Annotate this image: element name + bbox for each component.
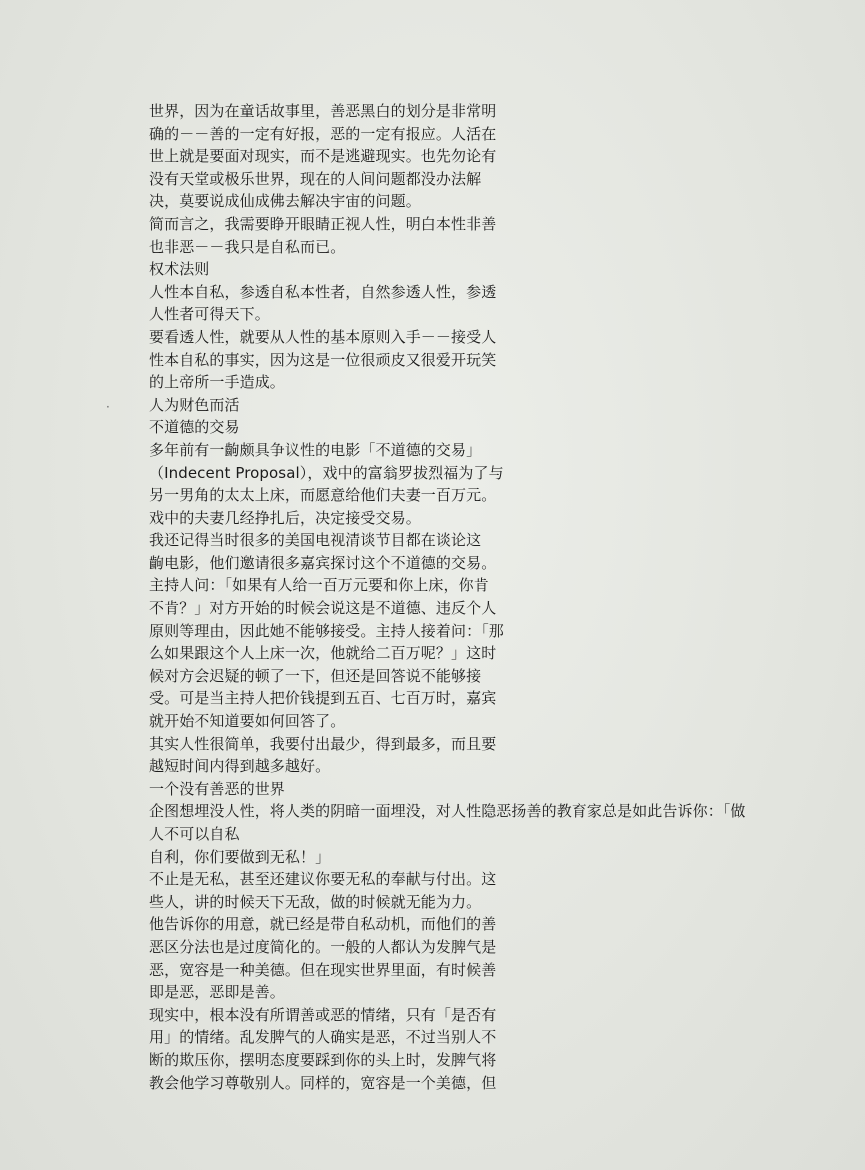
text-line: 主持人问：「如果有人给一百万元要和你上床，你肯: [149, 576, 489, 595]
text-line: 自利，你们要做到无私！」: [149, 847, 331, 866]
margin-mark: ·: [106, 400, 110, 414]
text-line: 不肯？」对方开始的时候会说这是不道德、违反个人: [149, 599, 497, 618]
text-line: 也非恶－－我只是自私而已。: [149, 237, 346, 256]
text-line: 不止是无私，甚至还建议你要无私的奉献与付出。这: [149, 870, 497, 889]
text-line: 多年前有一齣颇具争议性的电影「不道德的交易」: [149, 440, 482, 459]
text-line: 我还记得当时很多的美国电视清谈节目都在谈论这: [149, 531, 482, 550]
text-line: 确的－－善的一定有好报，恶的一定有报应。人活在: [149, 124, 497, 143]
section-heading: 权术法则: [149, 260, 210, 279]
text-line: （Indecent Proposal），戏中的富翁罗拔烈福为了与: [149, 463, 504, 482]
text-line: 现实中，根本没有所谓善或恶的情绪，只有「是否有: [149, 1005, 497, 1024]
text-line: 恶，宽容是一种美德。但在现实世界里面，有时候善: [149, 960, 497, 979]
text-line: 要看透人性，就要从人性的基本原则入手－－接受人: [149, 327, 497, 346]
text-line: 决，莫要说成仙成佛去解决宇宙的问题。: [149, 192, 421, 211]
text-line: 世界，因为在童话故事里，善恶黑白的划分是非常明: [149, 102, 497, 120]
text-line: 他告诉你的用意，就已经是带自私动机，而他们的善: [149, 915, 497, 934]
text-line: 没有天堂或极乐世界，现在的人间问题都没办法解: [149, 169, 482, 188]
text-line: 断的欺压你，摆明态度要踩到你的头上时，发脾气将: [149, 1050, 497, 1069]
section-heading: 不道德的交易: [149, 418, 240, 437]
section-heading: 一个没有善恶的世界: [149, 779, 285, 798]
text-line: 齣电影，他们邀请很多嘉宾探讨这个不道德的交易。: [149, 553, 497, 572]
text-line: 即是恶，恶即是善。: [149, 983, 285, 1002]
text-line: 企图想埋没人性，将人类的阴暗一面埋没，对人性隐恶扬善的教育家总是如此告诉你：「做: [149, 802, 746, 821]
text-line: 其实人性很简单，我要付出最少，得到最多，而且要: [149, 734, 497, 753]
text-line: 另一男角的太太上床，而愿意给他们夫妻一百万元。: [149, 486, 497, 505]
text-line: 原则等理由，因此她不能够接受。主持人接着问：「那: [149, 621, 504, 640]
text-line: 性本自私的事实，因为这是一位很顽皮又很爱开玩笑: [149, 350, 497, 369]
text-line: 越短时间内得到越多越好。: [149, 757, 331, 776]
text-line: 人性者可得天下。: [149, 305, 270, 324]
document-body: [149, 100, 849, 1094]
text-line: 用」的情绪。乱发脾气的人确实是恶，不过当别人不: [149, 1028, 497, 1047]
text-line: 候对方会迟疑的顿了一下，但还是回答说不能够接: [149, 666, 482, 685]
text-line: 戏中的夫妻几经挣扎后，决定接受交易。: [149, 508, 421, 527]
text-line: 简而言之，我需要睁开眼睛正视人性，明白本性非善: [149, 214, 497, 233]
text-line: 么如果跟这个人上床一次，他就给二百万呢？」这时: [149, 644, 497, 663]
text-line: 恶区分法也是过度简化的。一般的人都认为发脾气是: [149, 937, 497, 956]
text-line: 受。可是当主持人把价钱提到五百、七百万时，嘉宾: [149, 689, 497, 708]
text-line: 人性本自私，参透自私本性者，自然参透人性，参透: [149, 282, 497, 301]
text-line: 人不可以自私: [149, 825, 240, 843]
section-heading: 人为财色而活: [149, 395, 240, 414]
text-line: 就开始不知道要如何回答了。: [149, 712, 346, 731]
text-line: 些人，讲的时候天下无敌，做的时候就无能为力。: [149, 892, 482, 911]
text-line: 教会他学习尊敬别人。同样的，宽容是一个美德，但: [149, 1073, 497, 1092]
text-line: 世上就是要面对现实，而不是逃避现实。也先勿论有: [149, 147, 497, 166]
text-line: 的上帝所一手造成。: [149, 373, 285, 392]
